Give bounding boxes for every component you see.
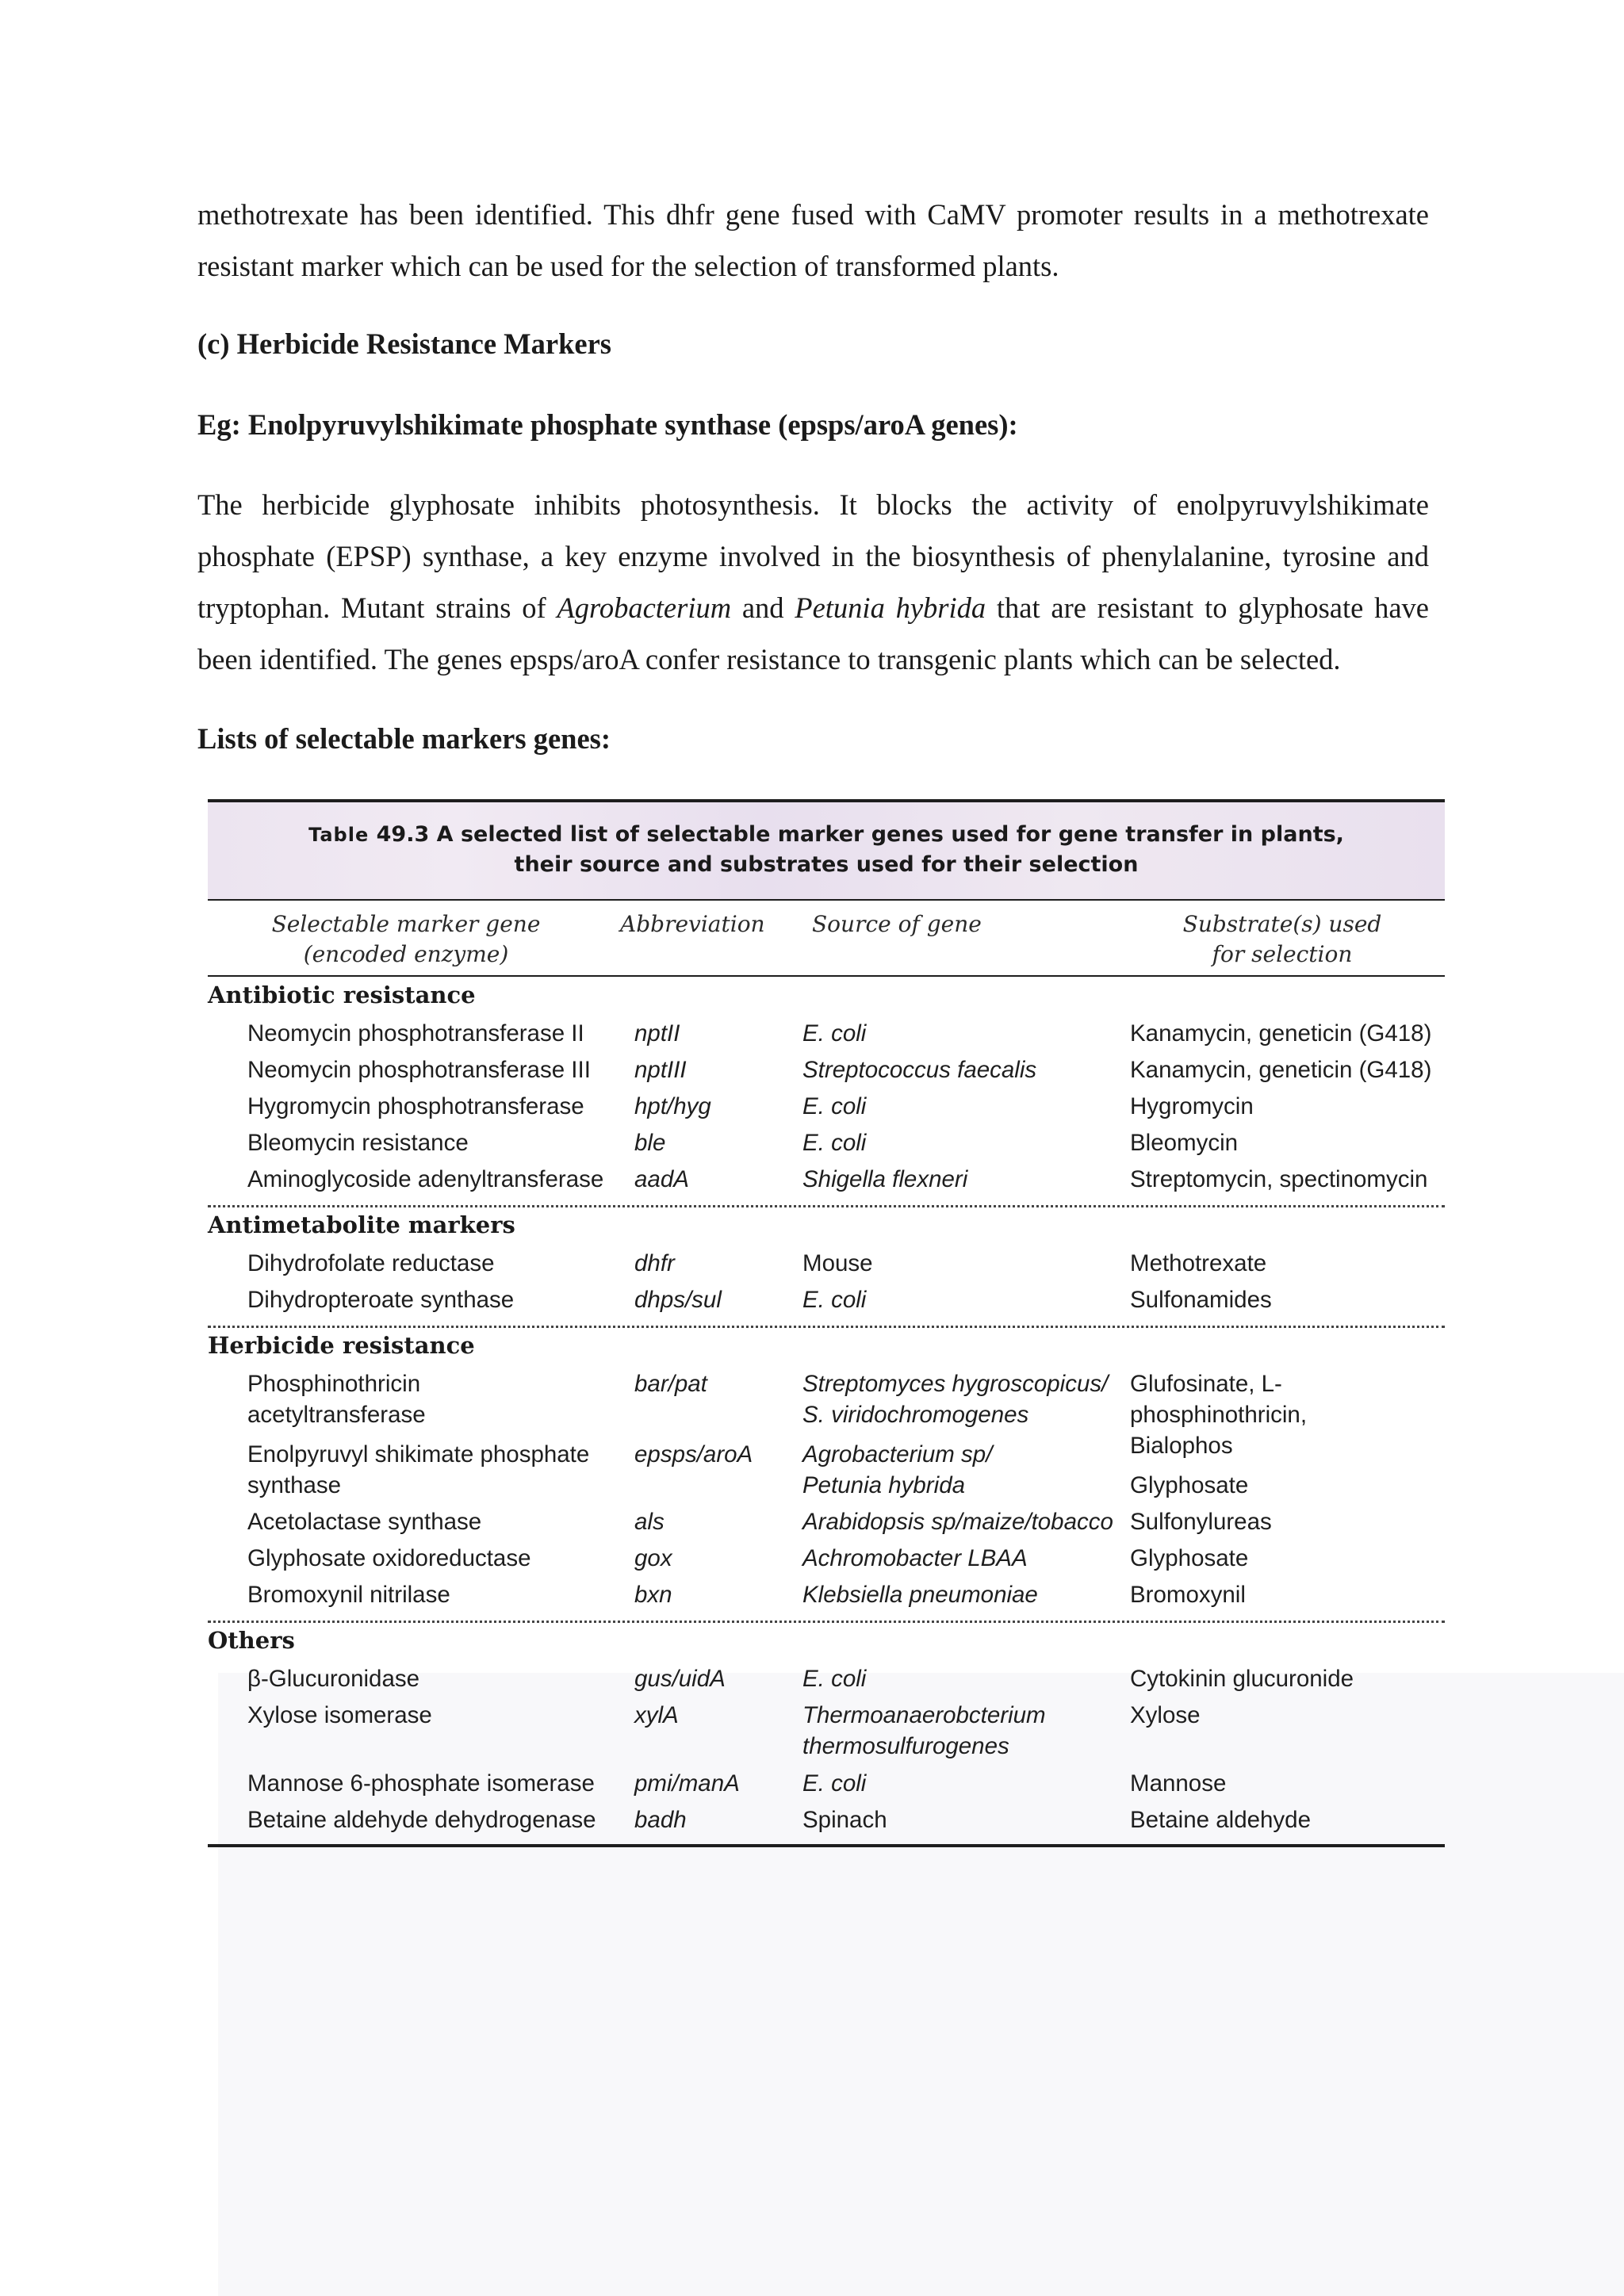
section-divider (208, 1326, 1445, 1328)
text-line: tryptophan. Mutant strains of Agrobacterium and Petunia hybrida that are resistant to glyphosate have (197, 591, 1430, 624)
heading-herbicide-resistance: (c) Herbicide Resistance Markers (197, 327, 611, 360)
text-line: been identified. The genes epsps/aroA confer resistance to transgenic plants which can be selected. (197, 643, 1341, 675)
text-line: The herbicide glyphosate inhibits photosynthesis. It blocks the activity of enolpyruvylshikimate (197, 488, 1429, 521)
header-rule (208, 975, 1445, 977)
section-antibiotic-resistance: Antibiotic resistance (208, 982, 476, 1008)
column-header-gene: Selectable marker gene (encoded enzyme) (271, 911, 541, 967)
caption-line: their source and substrates used for their selection (514, 852, 1139, 877)
heading-selectable-markers-list: Lists of selectable markers genes: (197, 722, 611, 755)
heading-epsps-example: Eg: Enolpyruvylshikimate phosphate synthase (epsps/aroA genes): (197, 408, 1018, 441)
section-others: Others (208, 1627, 295, 1654)
section-herbicide-resistance: Herbicide resistance (208, 1332, 475, 1359)
section-antimetabolite-markers: Antimetabolite markers (208, 1211, 515, 1238)
column-header-source: Source of gene (812, 911, 982, 937)
column-header-substrate: Substrate(s) used for selection (1182, 911, 1382, 967)
paragraph-methotrexate (197, 189, 1429, 292)
section-divider (208, 1621, 1445, 1623)
section-divider (208, 1205, 1445, 1207)
text-line: resistant marker which can be used for the selection of transformed plants. (197, 250, 1059, 282)
table-label: Table (308, 824, 370, 846)
selectable-marker-table: Table 49.3 A selected list of selectable marker genes used for gene transfer in plants, their source and substrates used for their selection Selectable marker gene (encoded enzyme) Abbreviation Source of gene Substrate(s) used for selection Antibiotic resistance Neomycin phosphotransferase II nptII E. coli Kanamycin, geneticin (G418) Neomycin phosphotransferase III nptIII Streptococcus faecalis Kanamycin, geneticin (G418) Hygromycin phosphotransferase hpt/hyg E. coli Hygromycin Bleomycin resistance ble E. coli Bleomycin Aminoglycoside adenyltransferase aadA Shigella flexneri Streptomycin, spectinomycin Antimetabolite markers Dihydrofolate reductase dhfr Mouse Methotrexate Dihydropteroate synthase dhps/sul E. coli Sulfonamides Herbicide resistance Phosphinothricin acetyltransferase bar/pat Streptomyces hygroscopicus/ S. viridochromogenes Glufosinate, L-phosphinothricin, Bialophos Enolpyruvyl shikimate phosphate synthase epsps/aroA Agrobacterium sp/ Petunia hybrida Glyphosate Acetolactase synthase als Arabidopsis sp/maize/tobacco Sulfonylureas Glyphosate oxidoreductase gox Achromobacter LBAA Glyphosate Bromoxynil nitrilase bxn Klebsiella pneumoniae Bromoxynil Others β-Glucuronidase gus/uidA E. coli Cytokinin glucuronide Xylose isomerase xylA Thermoanaerobcterium thermosulfurogenes Xylose Mannose 6-phosphate isomerase pmi/manA E. coli Mannose Betaine aldehyde dehydrogenase badh Spinach Betaine aldehyde (208, 796, 1445, 1855)
caption-rule (208, 899, 1445, 901)
column-header-abbreviation: Abbreviation (620, 911, 765, 937)
text-line: methotrexate has been identified. This dhfr gene fused with CaMV promoter results in a methotrexate (197, 198, 1429, 231)
caption-line: 49.3 A selected list of selectable marker genes used for gene transfer in plants, (376, 822, 1344, 847)
table-caption (208, 820, 1445, 879)
text-line: phosphate (EPSP) synthase, a key enzyme involved in the biosynthesis of phenylalanine, tyrosine and (197, 540, 1429, 572)
paragraph-glyphosate (197, 479, 1429, 685)
table-bottom-rule (208, 1844, 1445, 1847)
